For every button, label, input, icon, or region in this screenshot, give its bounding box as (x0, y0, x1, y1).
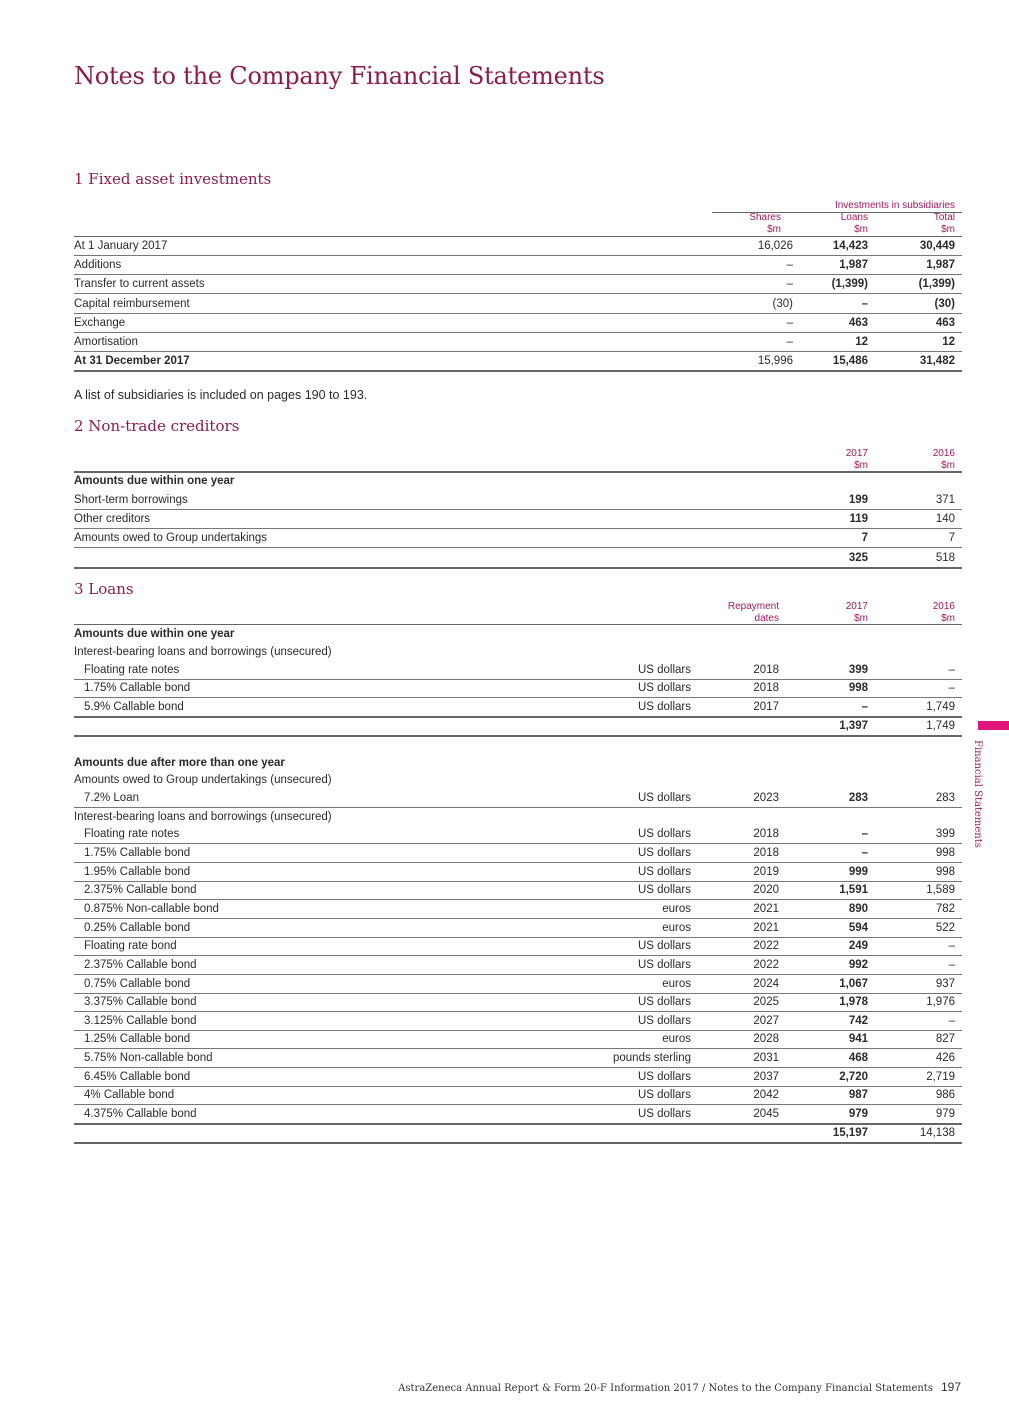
currency: US dollars (637, 1014, 691, 1027)
row-label: Short-term borrowings (74, 494, 188, 506)
table-row (74, 491, 962, 510)
row-label: Amounts owed to Group undertakings (74, 532, 268, 545)
section-3-title: 3 Loans (74, 580, 134, 598)
value-2017: 941 (848, 1033, 868, 1046)
subheading: Amounts due within one year (74, 475, 235, 487)
repayment-date: 2027 (753, 1014, 779, 1027)
value-2017: – (861, 701, 868, 713)
loan-name: Floating rate notes (84, 828, 180, 841)
table-row (74, 863, 962, 882)
table-row (74, 529, 962, 548)
table-row (74, 237, 962, 256)
total-value: 463 (935, 316, 955, 329)
value-2017: 399 (848, 663, 868, 676)
value-2016: – (948, 958, 955, 971)
total-value: 30,449 (919, 240, 955, 252)
total-value: 1,987 (926, 259, 955, 272)
total-2016: 14,138 (919, 1126, 955, 1139)
loan-name: 0.875% Non-callable bond (84, 902, 219, 915)
value-2017: 742 (848, 1014, 868, 1027)
shares-value: (30) (772, 297, 793, 310)
row-label: At 1 January 2017 (74, 240, 168, 252)
repayment-date: 2028 (753, 1033, 779, 1046)
value-2016: 986 (935, 1089, 955, 1102)
loan-name: 3.125% Callable bond (84, 1014, 197, 1027)
loans-value: 15,486 (832, 355, 868, 368)
value-2017: 283 (848, 791, 868, 804)
total-row (74, 717, 962, 737)
table-row (74, 275, 962, 294)
value-2016: 998 (935, 846, 955, 859)
value-2016: 371 (935, 494, 955, 506)
value-2016: 1,976 (926, 996, 955, 1009)
repayment-date: 2023 (753, 791, 779, 804)
col-2017-header: 2017 $m (845, 601, 868, 624)
currency: US dollars (637, 663, 691, 676)
shares-value: – (786, 278, 793, 291)
section-1-title: 1 Fixed asset investments (74, 170, 272, 188)
repayment-date: 2021 (753, 902, 779, 915)
value-2016: 140 (935, 513, 955, 526)
heading-row (74, 625, 962, 643)
table-row (74, 1086, 962, 1105)
value-2017: 7 (861, 532, 868, 545)
page-title: Notes to the Company Financial Statements (74, 62, 605, 90)
table-row (74, 919, 962, 938)
table-row (74, 510, 962, 529)
subheading-row (74, 472, 962, 490)
currency: euros (662, 1033, 691, 1046)
value-2016: 399 (935, 828, 955, 841)
value-2016: 782 (935, 902, 955, 915)
value-2016: 998 (935, 865, 955, 878)
value-2016: 2,719 (926, 1070, 955, 1083)
repayment-date: 2019 (753, 865, 779, 878)
value-2017: 979 (848, 1108, 868, 1121)
repayment-date: 2025 (753, 996, 779, 1009)
value-2017: 1,978 (839, 996, 868, 1009)
subheading: Interest-bearing loans and borrowings (unsecured) (74, 810, 332, 823)
value-2017: 1,591 (839, 884, 868, 897)
loans-value: (1,399) (831, 278, 868, 291)
currency: US dollars (637, 1089, 691, 1102)
shares-value: 16,026 (757, 240, 793, 252)
col-repayment-header: Repayment dates (727, 601, 779, 624)
repayment-date: 2018 (753, 846, 779, 859)
value-2017: 998 (848, 682, 868, 695)
col-loans-header: Loans $m (840, 212, 868, 235)
table-row (74, 698, 962, 718)
repayment-date: 2018 (753, 663, 779, 676)
section-2-title: 2 Non-trade creditors (74, 417, 240, 435)
loans-value: 14,423 (832, 240, 868, 252)
currency: euros (662, 902, 691, 915)
loans-value: – (861, 297, 868, 310)
table-row (74, 314, 962, 333)
table-row (74, 881, 962, 900)
currency: US dollars (637, 828, 691, 841)
repayment-date: 2018 (753, 682, 779, 695)
table-row (74, 900, 962, 919)
table-row (74, 679, 962, 698)
value-2016: 979 (935, 1108, 955, 1121)
total-2016: 1,749 (926, 719, 955, 732)
currency: US dollars (637, 865, 691, 878)
currency: euros (662, 921, 691, 934)
currency: pounds sterling (613, 1052, 691, 1065)
value-2016: 827 (935, 1033, 955, 1046)
total-value: (30) (934, 297, 955, 310)
value-2017: 992 (848, 958, 868, 971)
shares-value: – (786, 316, 793, 329)
row-label: Other creditors (74, 513, 151, 526)
currency: US dollars (637, 884, 691, 897)
currency: US dollars (637, 701, 691, 713)
subheading-row (74, 643, 962, 661)
table-row (74, 352, 962, 372)
currency: US dollars (637, 846, 691, 859)
footer-text: AstraZeneca Annual Report & Form 20-F Information 2017 / Notes to the Company Financial Statements (398, 1383, 933, 1394)
table-row (74, 993, 962, 1012)
loan-name: 2.375% Callable bond (84, 958, 197, 971)
repayment-date: 2021 (753, 921, 779, 934)
table-row (74, 256, 962, 275)
repayment-date: 2037 (753, 1070, 779, 1083)
table-row (74, 975, 962, 994)
value-2016: – (948, 1014, 955, 1027)
shares-value: – (786, 336, 793, 348)
loan-name: 6.45% Callable bond (84, 1070, 191, 1083)
loan-name: 0.75% Callable bond (84, 977, 191, 990)
value-2017: 890 (848, 902, 868, 915)
subheading-row (74, 808, 962, 826)
value-2016: – (948, 940, 955, 953)
col-2016-header: 2016 $m (932, 448, 955, 471)
loan-name: 1.75% Callable bond (84, 682, 191, 695)
repayment-date: 2022 (753, 958, 779, 971)
footer (398, 1380, 961, 1394)
value-2016: 1,589 (926, 884, 955, 897)
value-2017: 199 (848, 494, 868, 506)
repayment-date: 2045 (753, 1108, 779, 1121)
loan-name: 2.375% Callable bond (84, 884, 197, 897)
loan-name: 0.25% Callable bond (84, 921, 191, 934)
heading-row (74, 754, 962, 772)
repayment-date: 2031 (753, 1052, 779, 1065)
value-2016: 283 (935, 791, 955, 804)
total-row (74, 1124, 962, 1144)
value-2017: 999 (848, 865, 868, 878)
value-2017: – (861, 828, 868, 841)
shares-value: 15,996 (757, 355, 793, 368)
repayment-date: 2020 (753, 884, 779, 897)
section-heading: Amounts due within one year (74, 628, 235, 640)
currency: euros (662, 977, 691, 990)
value-2017: 987 (848, 1089, 868, 1102)
value-2017: 249 (848, 940, 868, 953)
table-row (74, 295, 962, 314)
section-heading: Amounts due after more than one year (74, 757, 285, 769)
table-row (74, 825, 962, 844)
total-2016: 518 (935, 551, 955, 564)
page-number: 197 (940, 1380, 961, 1394)
table-row (74, 1105, 962, 1125)
table-row (74, 789, 962, 808)
repayment-date: 2022 (753, 940, 779, 953)
total-2017: 1,397 (839, 719, 868, 732)
loan-name: 3.375% Callable bond (84, 996, 197, 1009)
loan-name: 5.9% Callable bond (84, 701, 184, 713)
table-row (74, 937, 962, 956)
row-label: At 31 December 2017 (74, 355, 190, 368)
repayment-date: 2018 (753, 828, 779, 841)
table-row (74, 1012, 962, 1031)
table-row (74, 661, 962, 680)
loan-name: 5.75% Non-callable bond (84, 1052, 213, 1065)
repayment-date: 2017 (753, 701, 779, 713)
value-2017: 594 (848, 921, 868, 934)
row-label: Amortisation (74, 336, 138, 348)
value-2017: 2,720 (839, 1070, 868, 1083)
loans-value: 1,987 (839, 259, 868, 272)
row-label: Transfer to current assets (74, 278, 205, 291)
side-tab-marker (978, 721, 1009, 730)
group-header: Investments in subsidiaries (834, 200, 955, 211)
subheading-row (74, 771, 962, 789)
currency: US dollars (637, 791, 691, 804)
repayment-date: 2024 (753, 977, 779, 990)
subsidiaries-note: A list of subsidiaries is included on pages 190 to 193. (74, 388, 368, 402)
value-2016: 937 (935, 977, 955, 990)
table-row (74, 1049, 962, 1068)
total-value: 31,482 (919, 355, 955, 368)
value-2016: – (948, 663, 955, 676)
table-row (74, 333, 962, 352)
loans-value: 463 (848, 316, 868, 329)
loans-value: 12 (855, 336, 868, 348)
value-2016: 426 (935, 1052, 955, 1065)
value-2016: 522 (935, 921, 955, 934)
value-2017: – (861, 846, 868, 859)
table-row (74, 1068, 962, 1087)
currency: US dollars (637, 996, 691, 1009)
col-shares-header: Shares $m (749, 212, 781, 235)
value-2016: – (948, 682, 955, 695)
value-2016: 1,749 (926, 701, 955, 713)
table-row (74, 844, 962, 863)
value-2016: 7 (948, 532, 955, 545)
side-section-label: Financial Statements (972, 740, 983, 848)
total-value: (1,399) (918, 278, 955, 291)
table-row (74, 956, 962, 975)
loan-name: 7.2% Loan (84, 791, 139, 804)
shares-value: – (786, 259, 793, 272)
loan-name: Floating rate bond (84, 940, 177, 953)
currency: US dollars (637, 682, 691, 695)
total-2017: 15,197 (832, 1126, 868, 1139)
subheading: Amounts owed to Group undertakings (unsecured) (74, 774, 332, 787)
col-2016-header: 2016 $m (932, 601, 955, 624)
currency: US dollars (637, 1108, 691, 1121)
subheading: Interest-bearing loans and borrowings (unsecured) (74, 645, 332, 658)
total-2017: 325 (848, 551, 868, 564)
col-2017-header: 2017 $m (845, 448, 868, 471)
loan-name: 1.25% Callable bond (84, 1033, 191, 1046)
row-label: Exchange (74, 316, 126, 329)
loan-name: 4% Callable bond (84, 1089, 175, 1102)
row-label: Additions (74, 259, 122, 272)
currency: US dollars (637, 940, 691, 953)
repayment-date: 2042 (753, 1089, 779, 1102)
total-value: 12 (942, 336, 955, 348)
value-2017: 1,067 (839, 977, 868, 990)
loan-name: Floating rate notes (84, 663, 180, 676)
loan-name: 1.95% Callable bond (84, 865, 191, 878)
table-row (74, 1030, 962, 1049)
loan-name: 1.75% Callable bond (84, 846, 191, 859)
col-total-header: Total $m (933, 212, 955, 235)
currency: US dollars (637, 958, 691, 971)
total-row (74, 549, 962, 569)
value-2017: 119 (849, 513, 868, 526)
currency: US dollars (637, 1070, 691, 1083)
value-2017: 468 (848, 1052, 868, 1065)
row-label: Capital reimbursement (74, 297, 190, 310)
loan-name: 4.375% Callable bond (84, 1108, 197, 1121)
